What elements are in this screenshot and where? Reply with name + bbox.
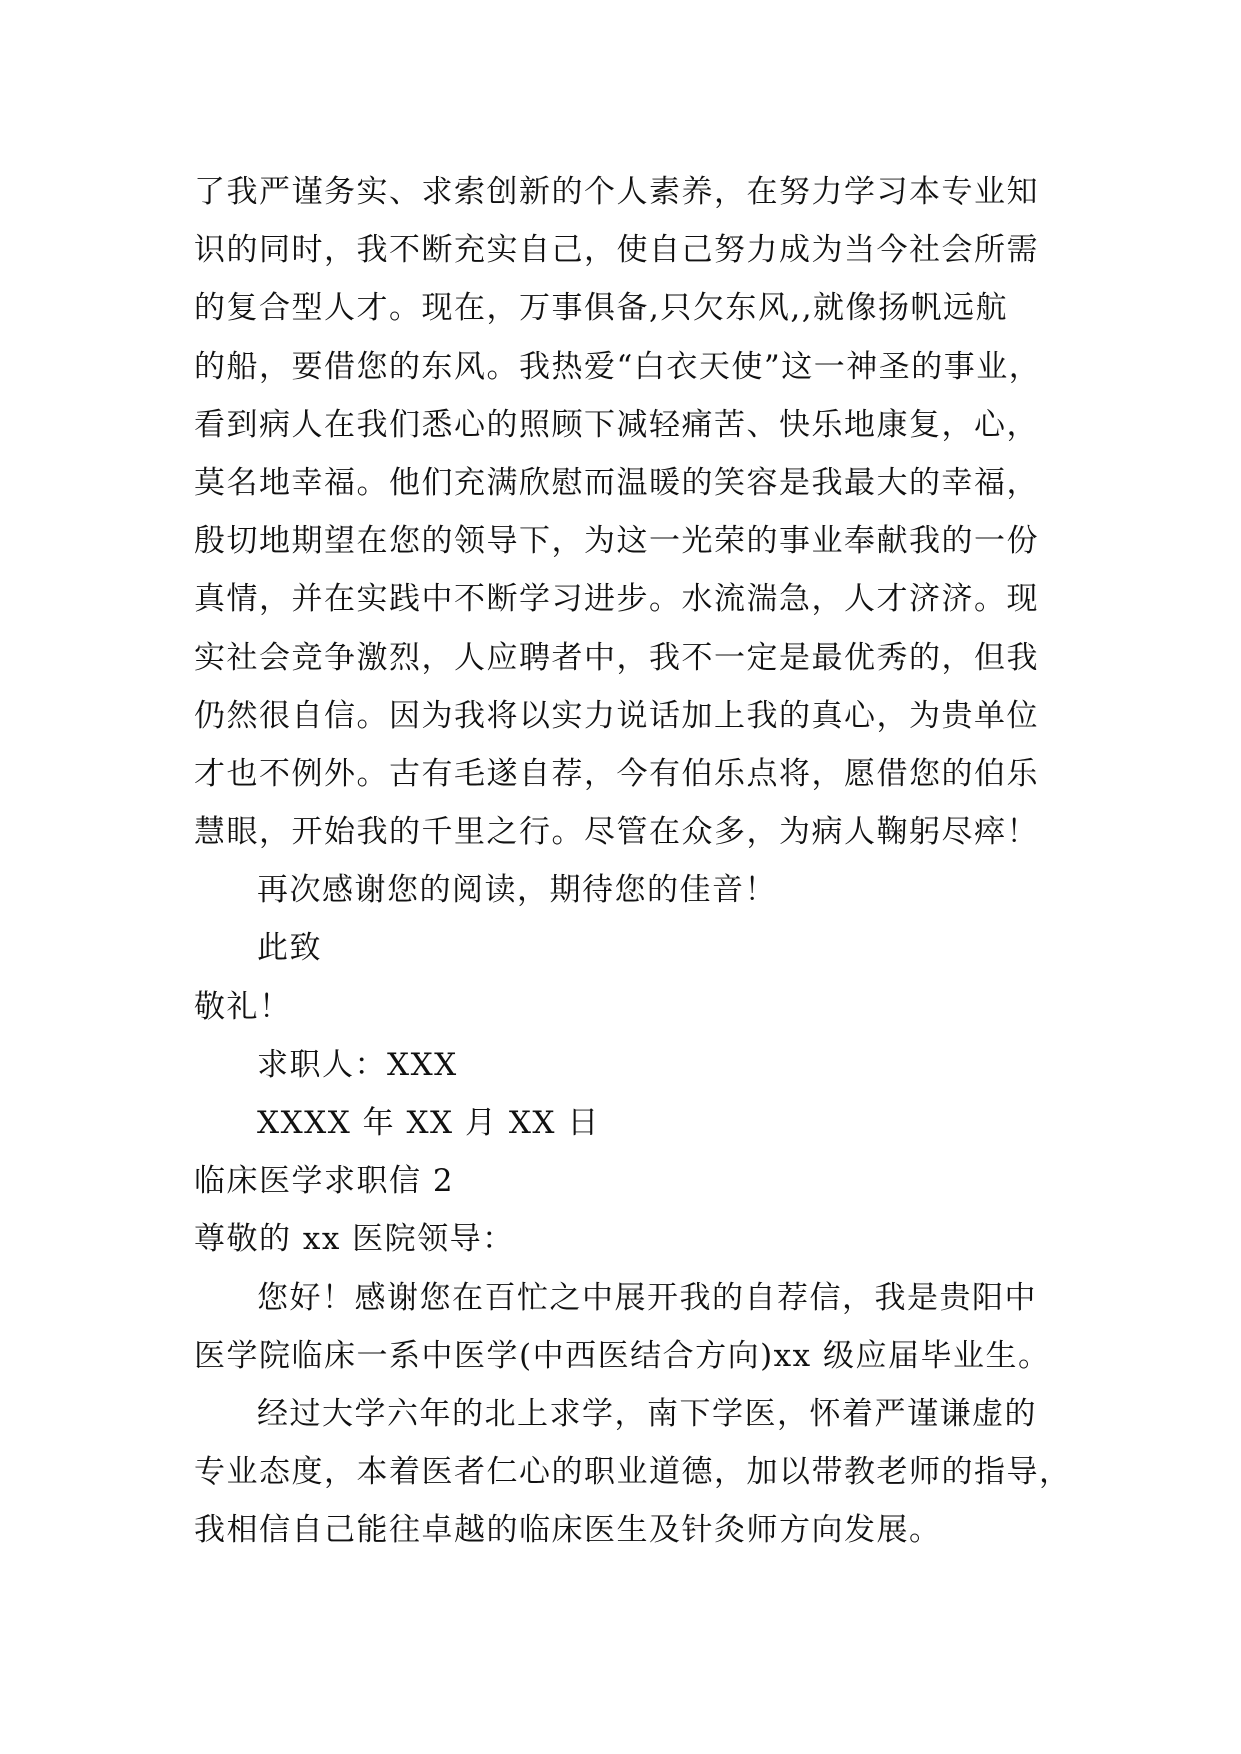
text-line: 莫名地幸福。他们充满欣慰而温暖的笑容是我最大的幸福， — [194, 464, 1039, 501]
text-line: 敬礼！ — [194, 988, 292, 1025]
text-line: 求职人：XXX — [257, 1046, 458, 1083]
text-line: 我相信自己能往卓越的临床医生及针灸师方向发展。 — [194, 1512, 942, 1549]
text-line: 识的同时，我不断充实自己，使自己努力成为当今社会所需 — [194, 232, 1039, 269]
text-line: 尊敬的 xx 医院领导： — [194, 1221, 515, 1258]
text-line: 了我严谨务实、求索创新的个人素养，在努力学习本专业知 — [194, 174, 1039, 210]
text-line: 慧眼，开始我的千里之行。尽管在众多，为病人鞠躬尽瘁！ — [194, 814, 1039, 851]
text-line: 医学院临床一系中医学(中西医结合方向)xx 级应届毕业生。 — [194, 1337, 1051, 1374]
letter-body — [194, 163, 1084, 1560]
text-line: 您好！感谢您在百忙之中展开我的自荐信，我是贵阳中 — [257, 1279, 1037, 1316]
text-line: 实社会竞争激烈，人应聘者中，我不一定是最优秀的，但我 — [194, 639, 1039, 676]
text-line: 真情，并在实践中不断学习进步。水流湍急，人才济济。现 — [194, 581, 1039, 618]
text-line: XXXX 年 XX 月 XX 日 — [257, 1105, 600, 1141]
text-line: 的船，要借您的东风。我热爱“白衣天使”这一神圣的事业， — [194, 348, 1042, 385]
text-line: 此致 — [257, 930, 322, 967]
text-line: 专业态度，本着医者仁心的职业道德，加以带教老师的指导， — [194, 1454, 1072, 1491]
text-line: 看到病人在我们悉心的照顾下减轻痛苦、快乐地康复，心， — [194, 406, 1039, 443]
text-line: 再次感谢您的阅读，期待您的佳音！ — [257, 872, 777, 909]
text-line: 经过大学六年的北上求学，南下学医，怀着严谨谦虚的 — [257, 1395, 1037, 1432]
text-line: 仍然很自信。因为我将以实力说话加上我的真心，为贵单位 — [194, 697, 1039, 734]
text-line: 临床医学求职信 2 — [194, 1163, 455, 1200]
text-line: 才也不例外。古有毛遂自荐，今有伯乐点将，愿借您的伯乐 — [194, 755, 1039, 792]
text-line: 的复合型人才。现在，万事俱备,只欠东风,,就像扬帆远航 — [194, 290, 1009, 327]
text-line: 殷切地期望在您的领导下，为这一光荣的事业奉献我的一份 — [194, 523, 1039, 560]
